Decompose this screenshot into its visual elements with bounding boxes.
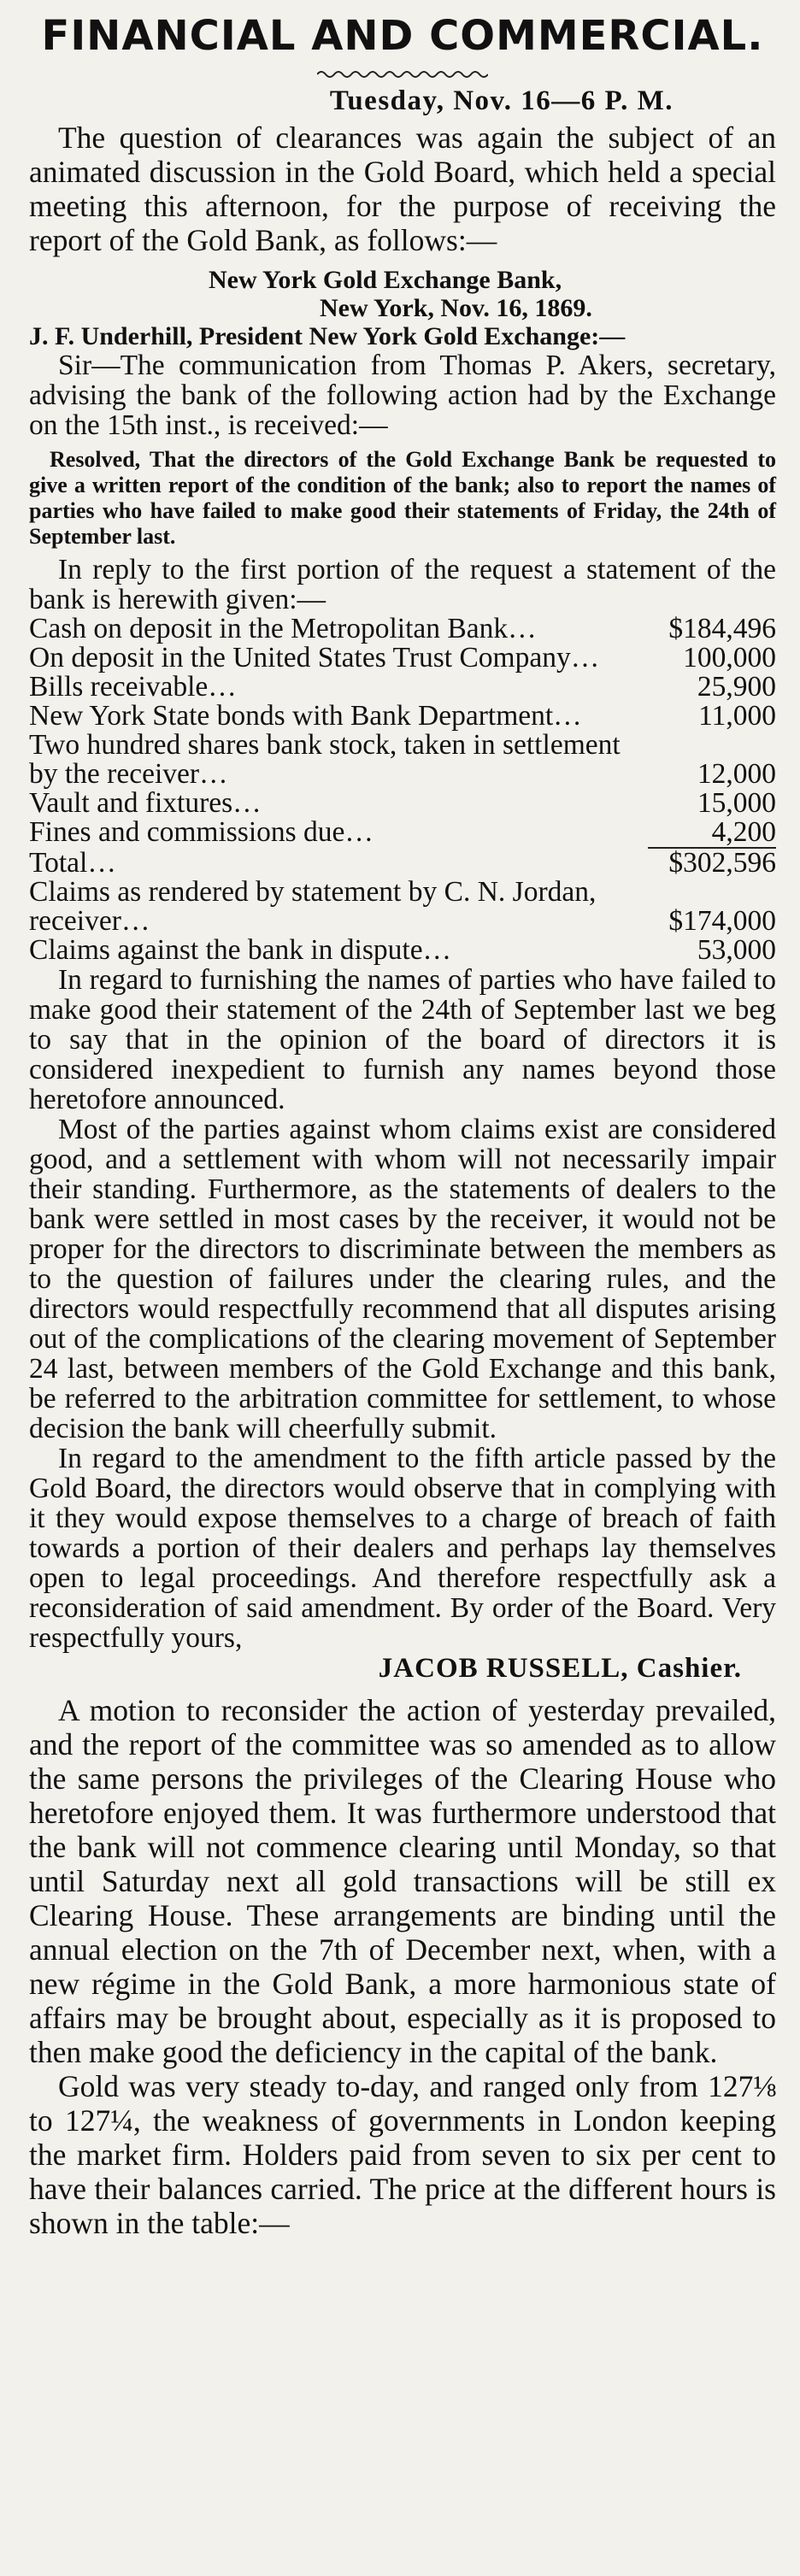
letter-addressee: J. F. Underhill, President New York Gold Exchange:—	[29, 322, 626, 350]
claims-amount: 53,000	[697, 934, 776, 966]
statement-amount: 15,000	[697, 787, 776, 819]
section-headline: FINANCIAL AND COMMERCIAL.	[41, 12, 764, 60]
statement-amount: 4,200	[711, 816, 776, 848]
claims-label: Claims against the bank in dispute…	[29, 934, 452, 966]
reply-intro: In reply to the first portion of the request a statement of the bank is herewith given:—	[29, 554, 776, 615]
claims-row	[29, 936, 776, 965]
statement-row	[29, 789, 776, 818]
gold-paragraph: Gold was very steady to-day, and ranged only from 127⅛ to 127¼, the weakness of governments in London keeping the market firm. Holders paid from seven to six per cent to have their balances carried. The price at the different hours is shown in the table:—	[29, 2069, 776, 2240]
statement-row	[29, 818, 776, 847]
letter-org: New York Gold Exchange Bank,	[209, 266, 562, 294]
statement-row	[29, 615, 776, 644]
claims-label: Claims as rendered by statement by C. N. Jordan, receiver…	[29, 876, 597, 937]
statement-amount: $184,496	[668, 613, 776, 644]
bank-statement-table	[29, 615, 776, 965]
letter-place-date: New York, Nov. 16, 1869.	[320, 294, 592, 322]
resolution-text: Resolved, That the directors of the Gold Exchange Bank be requested to give a written report of the condition of the bank; also to report the names of parties who have failed to make good their statements of Friday, the 24th of September last.	[29, 447, 776, 549]
statement-row	[29, 702, 776, 731]
claims-paragraph: Most of the parties against whom claims exist are considered good, and a settlement with whom will not necessarily impair their standing. Furthermore, as the statements of dealers to the bank were settled in most cases by the receiver, it would not be proper for the directors to discriminate between the members as to the question of failures under the clearing rules, and the directors would respectfully recommend that all disputes arising out of the complications of the clearing movement of September 24 last, between members of the Gold Exchange and this bank, be referred to the arbitration committee for settlement, to whose decision the bank will cheerfully submit.	[29, 1114, 776, 1444]
total-row	[29, 849, 776, 878]
total-label: Total…	[29, 847, 116, 879]
statement-label: New York State bonds with Bank Department…	[29, 700, 582, 732]
statement-amount: 12,000	[697, 758, 776, 790]
statement-label: Fines and commissions due…	[29, 816, 374, 848]
statement-amount: 25,900	[697, 671, 776, 703]
statement-label: Cash on deposit in the Metropolitan Bank…	[29, 613, 537, 644]
wavy-divider-icon	[317, 69, 488, 79]
statement-amount: 11,000	[698, 700, 776, 732]
total-amount: $302,596	[668, 847, 776, 879]
dateline: Tuesday, Nov. 16—6 P. M.	[329, 85, 674, 116]
statement-amount: 100,000	[683, 642, 776, 673]
statement-label: Bills receivable…	[29, 671, 237, 703]
salutation-paragraph: Sir—The communication from Thomas P. Akers, secretary, advising the bank of the following action had by the Exchange on the 15th inst., is received:—	[29, 350, 776, 441]
cashier-signature: JACOB RUSSELL, Cashier.	[378, 1653, 742, 1684]
statement-row	[29, 731, 776, 789]
ornamental-rule	[29, 68, 776, 84]
names-paragraph: In regard to furnishing the names of parties who have failed to make good their statement of the 24th of September last we beg to say that in the opinion of the board of directors it is considered inexpedient to furnish any names beyond those heretofore announced.	[29, 964, 776, 1115]
statement-label: Vault and fixtures…	[29, 787, 262, 819]
intro-paragraph: The question of clearances was again the subject of an animated discussion in the Gold Board, which held a special meeting this afternoon, for the purpose of receiving the report of the Gold Bank, as follows:—	[29, 121, 776, 257]
letter-header	[29, 266, 776, 350]
statement-label: Two hundred shares bank stock, taken in settlement by the receiver…	[29, 729, 621, 790]
motion-paragraph: A motion to reconsider the action of yesterday prevailed, and the report of the committee was so amended as to allow the same persons the privileges of the Clearing House who heretofore enjoyed them. It was furthermore understood that the bank will not commence clearing until Monday, so that until Saturday next all gold transactions will be still ex Clearing House. These arrangements are binding until the annual election on the 7th of December next, when, with a new régime in the Gold Bank, a more harmonious state of affairs may be brought about, especially as it is proposed to then make good the deficiency in the capital of the bank.	[29, 1693, 776, 2069]
statement-row	[29, 644, 776, 673]
amendment-paragraph: In regard to the amendment to the fifth article passed by the Gold Board, the directors would observe that in complying with it they would expose themselves to a charge of breach of faith towards a portion of their dealers and perhaps lay themselves open to legal proceedings. And therefore respectfully ask a reconsideration of said amendment. By order of the Board. Very respectfully yours,	[29, 1443, 776, 1654]
statement-label: On deposit in the United States Trust Company…	[29, 642, 600, 673]
claims-amount: $174,000	[668, 905, 776, 937]
statement-row	[29, 673, 776, 702]
claims-row	[29, 878, 776, 936]
